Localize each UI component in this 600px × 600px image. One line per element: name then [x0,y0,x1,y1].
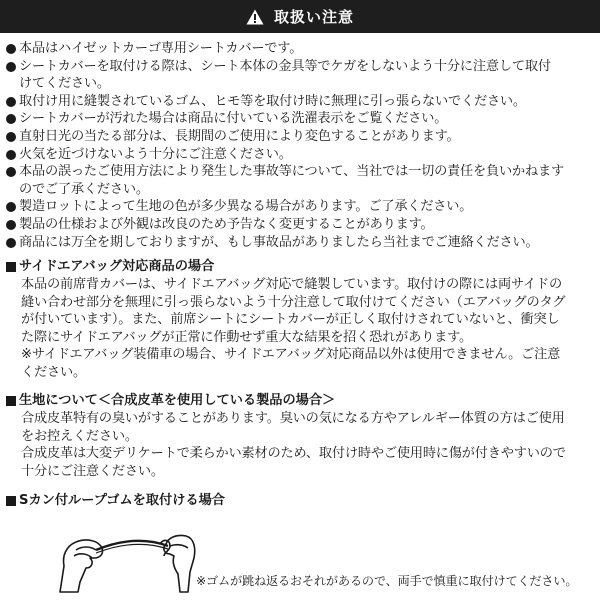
caution-header [0,0,600,33]
caution-list [6,40,594,251]
warning-triangle-icon [246,9,264,25]
airbag-heading: サイドエアバッグ対応商品の場合 [6,258,596,276]
caution-item: 取付け用に縫製されているゴム、ヒモ等を取付け時に無理に引っ張らないでください。 [6,93,594,111]
caution-title: 取扱い注意 [273,8,354,26]
caution-item: 火気を近づけないよう十分にご注意ください。 [6,146,594,164]
leather-line: 合成皮革特有の臭いがすることがあります。臭いの気になる方やアレルギー体質の方はご使用 [21,411,565,426]
caution-item: 製造ロットによって生地の色が多少異なる場合があります。ご了承ください。 [6,198,594,216]
airbag-line: ください。 [21,364,86,380]
caution-item: 本品はハイゼットカーゴ専用シートカバーです。 [6,40,594,58]
leather-body [6,410,596,480]
airbag-section [6,258,596,382]
caution-item-continuation: のでご了承ください。 [19,181,149,197]
leather-line: 十分にご注意ください。 [21,463,164,479]
airbag-body [6,276,596,382]
airbag-line: ※サイドエアバッグ装備車の場合、サイドエアバッグ対応商品以外は使用できません。ご注意 [21,347,561,363]
airbag-line: 縫い合わせ部分を無理に引っ張らないよう十分注意して取付けてください（エアバッグのタグ [21,294,566,310]
airbag-line: が付いています）。また、前席シートにシートカバーが正しく取付けされていないと、衝突し [21,312,560,328]
caution-item: シートカバーが汚れた場合は商品に付いている洗濯表示をご覧ください。 [6,110,594,128]
leather-line: 合成皮革は大変デリケートで柔らかい素材のため、取付け時やご使用時に傷が付きやすいので [21,446,566,462]
caution-list-block [6,40,594,251]
caution-item: 製品の仕様および外観は改良のため予告なく変更することがあります。 [6,216,594,234]
caution-item-continuation: けてください。 [19,76,110,92]
leather-line: をお控えください。 [21,428,138,444]
caution-item: 商品には万全を期しておりますが、もし事故品がありましたら当社までご連絡ください。 [6,234,594,252]
caution-item: シートカバーを取付ける際は、シート本体の金具等でケガをしないよう十分に注意して取付 けてください。 [6,58,594,93]
hook-note: ※ゴムが跳ね返るおそれがあるので、両手で慎重に取付けてください。 [196,574,578,588]
leather-section [6,392,596,480]
caution-item: 本品の誤ったご使用方法により発生した事故等について、当社では一切の責任を負いかねます のでご了承ください。 [6,163,594,198]
caution-item: 直射日光の当たる部分は、長期間のご使用により変色することがあります。 [6,128,594,146]
airbag-line: 本品の前席背カバーは、サイドエアバッグ対応で縫製しています。取付けの際には両サイドの [21,277,562,292]
hook-section [6,492,596,510]
airbag-line: た際にサイドエアバッグが正常に作動せず重大な結果を招く恐れがあります。 [21,329,472,345]
leather-heading: 生地について＜合成皮革を使用している製品の場合＞ [6,392,596,410]
hook-heading: Sカン付ループゴムを取付ける場合 [6,492,596,510]
hands-stretching-loop-rubber-illustration [40,512,200,594]
